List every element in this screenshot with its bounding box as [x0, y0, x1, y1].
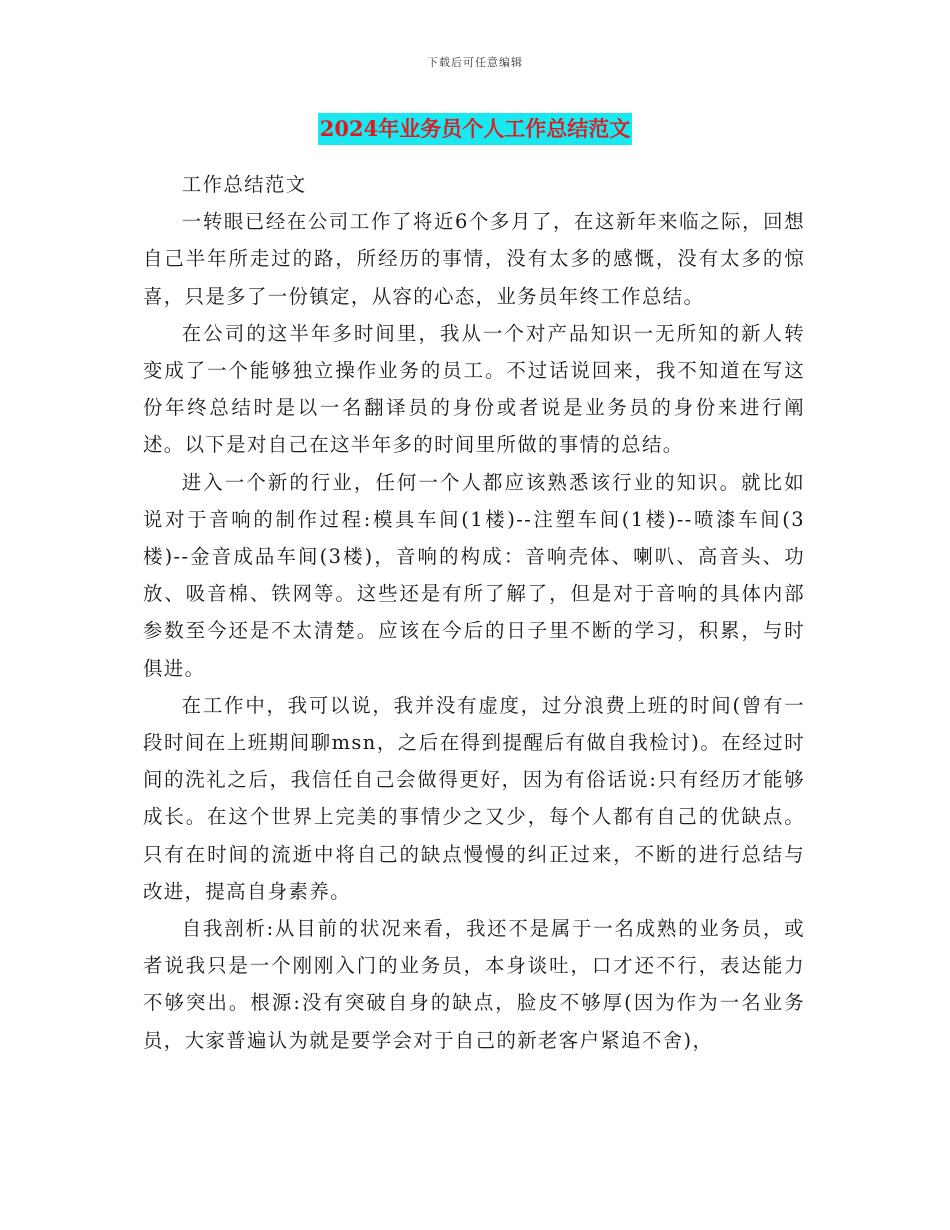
paragraph-heading: 工作总结范文: [181, 173, 307, 196]
paragraph: 自我剖析:从目前的状况来看，我还不是属于一名成熟的业务员，或者说我只是一个刚刚入门的业务员，本身谈吐，口才还不行，表达能力不够突出。根源:没有突破自身的缺点，脸皮不够厚(因为作为一名业务员，大家普遍认为就是要学会对于自己的新老客户紧追不舍)，: [143, 917, 805, 1052]
document-body: [143, 166, 805, 1059]
paragraph: 进入一个新的行业，任何一个人都应该熟悉该行业的知识。就比如说对于音响的制作过程:模具车间(1楼)--注塑车间(1楼)--喷漆车间(3楼)--金音成品车间(3楼)，音响的构成：音响壳体、喇叭、高音头、功放、吸音棉、铁网等。这些还是有所了解了，但是对于音响的具体内部参数至今还是不太清楚。应该在今后的日子里不断的学习，积累，与时俱进。: [143, 470, 805, 680]
paragraph: 一转眼已经在公司工作了将近6个多月了，在这新年来临之际，回想自己半年所走过的路，所经历的事情，没有太多的感慨，没有太多的惊喜，只是多了一份镇定，从容的心态，业务员年终工作总结。: [143, 210, 805, 308]
header-note: 下载后可任意编辑: [427, 56, 523, 69]
paragraph: 在工作中，我可以说，我并没有虚度，过分浪费上班的时间(曾有一段时间在上班期间聊msn，之后在得到提醒后有做自我检讨)。在经过时间的洗礼之后，我信任自己会做得更好，因为有俗话说:只有经历才能够成长。在这个世界上完美的事情少之又少，每个人都有自己的优缺点。只有在时间的流逝中将自己的缺点慢慢的纠正过来，不断的进行总结与改进，提高自身素养。: [143, 693, 805, 903]
paragraph: 在公司的这半年多时间里，我从一个对产品知识一无所知的新人转变成了一个能够独立操作业务的员工。不过话说回来，我不知道在写这份年终总结时是以一名翻译员的身份或者说是业务员的身份来进行阐述。以下是对自己在这半年多的时间里所做的事情的总结。: [143, 321, 805, 457]
title-container: [0, 113, 950, 145]
document-title: 2024年业务员个人工作总结范文: [318, 113, 632, 145]
